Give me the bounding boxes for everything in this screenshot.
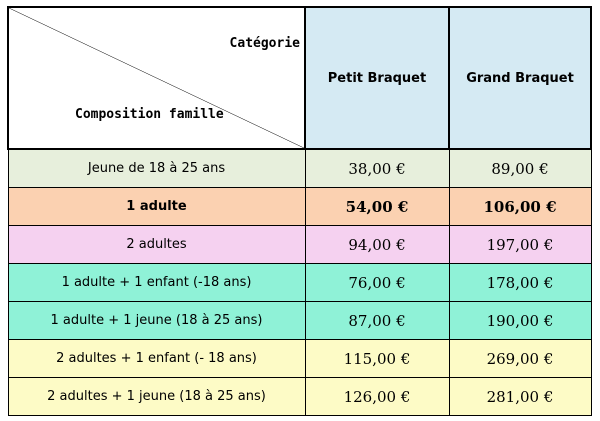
petit-braquet-price-cell: 94,00 € bbox=[305, 226, 449, 264]
corner-top-label: Catégorie bbox=[229, 36, 300, 51]
composition-cell: 1 adulte + 1 enfant (-18 ans) bbox=[8, 264, 305, 302]
grand-braquet-price-cell: 190,00 € bbox=[449, 302, 591, 340]
composition-cell: 2 adultes + 1 enfant (- 18 ans) bbox=[8, 340, 305, 378]
composition-cell: 2 adultes + 1 jeune (18 à 25 ans) bbox=[8, 378, 305, 416]
column-header-petit-braquet: Petit Braquet bbox=[305, 7, 449, 149]
composition-cell: 2 adultes bbox=[8, 226, 305, 264]
petit-braquet-price-cell: 76,00 € bbox=[305, 264, 449, 302]
diagonal-corner-cell bbox=[8, 7, 305, 149]
grand-braquet-price-cell: 89,00 € bbox=[449, 149, 591, 188]
tarif-table bbox=[7, 6, 592, 416]
table-row bbox=[8, 188, 591, 226]
grand-braquet-price-cell: 269,00 € bbox=[449, 340, 591, 378]
grand-braquet-price-cell: 281,00 € bbox=[449, 378, 591, 416]
composition-cell: 1 adulte bbox=[8, 188, 305, 226]
petit-braquet-price-cell: 54,00 € bbox=[305, 188, 449, 226]
petit-braquet-price-cell: 126,00 € bbox=[305, 378, 449, 416]
grand-braquet-price-cell: 106,00 € bbox=[449, 188, 591, 226]
header-row bbox=[8, 7, 591, 149]
column-header-grand-braquet: Grand Braquet bbox=[449, 7, 591, 149]
diagonal-line bbox=[9, 8, 304, 148]
grand-braquet-price-cell: 197,00 € bbox=[449, 226, 591, 264]
table-row bbox=[8, 264, 591, 302]
table-row bbox=[8, 340, 591, 378]
petit-braquet-price-cell: 38,00 € bbox=[305, 149, 449, 188]
grand-braquet-price-cell: 178,00 € bbox=[449, 264, 591, 302]
table-row bbox=[8, 149, 591, 188]
composition-cell: Jeune de 18 à 25 ans bbox=[8, 149, 305, 188]
table-row bbox=[8, 378, 591, 416]
petit-braquet-price-cell: 115,00 € bbox=[305, 340, 449, 378]
corner-bottom-label: Composition famille bbox=[75, 107, 224, 122]
composition-cell: 1 adulte + 1 jeune (18 à 25 ans) bbox=[8, 302, 305, 340]
table-row bbox=[8, 226, 591, 264]
table-row bbox=[8, 302, 591, 340]
petit-braquet-price-cell: 87,00 € bbox=[305, 302, 449, 340]
